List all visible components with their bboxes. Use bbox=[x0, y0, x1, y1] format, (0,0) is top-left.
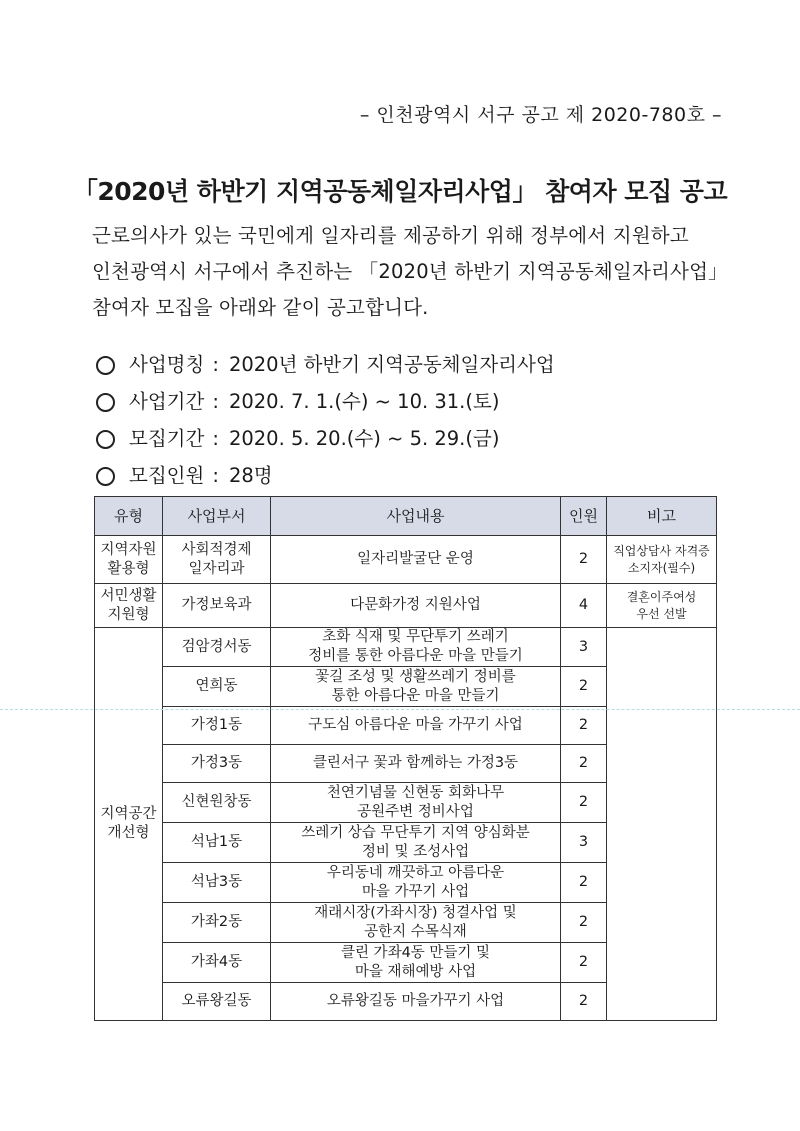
summary-item: 사업기간 : 2020. 7. 1.(수) ~ 10. 31.(토) bbox=[96, 383, 555, 420]
cell-count: 2 bbox=[561, 943, 607, 983]
summary-value: 2020. 7. 1.(수) ~ 10. 31.(토) bbox=[228, 390, 500, 413]
summary-label: 사업기간 bbox=[129, 390, 205, 413]
intro-line: 근로의사가 있는 국민에게 일자리를 제공하기 위해 정부에서 지원하고 bbox=[92, 224, 689, 247]
cell-dept: 오류왕길동 bbox=[163, 983, 271, 1021]
summary-value: 2020. 5. 20.(수) ~ 5. 29.(금) bbox=[228, 427, 500, 450]
cell-type: 서민생활 지원형 bbox=[95, 584, 163, 628]
cell-dept: 석남1동 bbox=[163, 823, 271, 863]
cell-count: 2 bbox=[561, 863, 607, 903]
cell-count: 2 bbox=[561, 707, 607, 745]
cell-note: 결혼이주여성 우선 선발 bbox=[607, 584, 717, 628]
cell-content: 클린 가좌4동 만들기 및 마을 재해예방 사업 bbox=[271, 943, 561, 983]
cell-count: 2 bbox=[561, 745, 607, 783]
cell-content: 재래시장(가좌시장) 청결사업 및 공한지 수목식재 bbox=[271, 903, 561, 943]
cell-type: 지역공간 개선형 bbox=[95, 628, 163, 1021]
cell-count: 4 bbox=[561, 584, 607, 628]
page-title: 「2020년 하반기 지역공동체일자리사업」 참여자 모집 공고 bbox=[72, 177, 728, 206]
intro-paragraph bbox=[92, 218, 728, 326]
cell-count: 2 bbox=[561, 903, 607, 943]
summary-item: 모집인원 : 28명 bbox=[96, 457, 555, 494]
cell-content: 일자리발굴단 운영 bbox=[271, 536, 561, 584]
cell-count: 3 bbox=[561, 823, 607, 863]
cell-dept: 신현원창동 bbox=[163, 783, 271, 823]
cell-count: 3 bbox=[561, 628, 607, 667]
header-type: 유형 bbox=[95, 497, 163, 536]
circle-bullet-icon bbox=[96, 356, 115, 375]
intro-line: 인천광역시 서구에서 추진하는 「2020년 하반기 지역공동체일자리사업」 bbox=[92, 260, 728, 283]
cell-content: 꽃길 조성 및 생활쓰레기 정비를 통한 아름다운 마을 만들기 bbox=[271, 667, 561, 707]
cell-content: 쓰레기 상습 무단투기 지역 양심화분 정비 및 조성사업 bbox=[271, 823, 561, 863]
cell-content: 우리동네 깨끗하고 아름다운 마을 가꾸기 사업 bbox=[271, 863, 561, 903]
circle-bullet-icon bbox=[96, 467, 115, 486]
summary-label: 모집인원 bbox=[129, 464, 205, 487]
table-row bbox=[95, 628, 717, 667]
cell-content: 초화 식재 및 무단투기 쓰레기 정비를 통한 아름다운 마을 만들기 bbox=[271, 628, 561, 667]
table-row bbox=[95, 584, 717, 628]
circle-bullet-icon bbox=[96, 393, 115, 412]
table-row bbox=[95, 536, 717, 584]
cell-note bbox=[607, 628, 717, 1021]
summary-value: 28명 bbox=[228, 464, 273, 487]
summary-list bbox=[96, 346, 555, 494]
summary-item: 사업명칭 : 2020년 하반기 지역공동체일자리사업 bbox=[96, 346, 555, 383]
cell-dept: 석남3동 bbox=[163, 863, 271, 903]
cell-content: 클린서구 꽃과 함께하는 가정3동 bbox=[271, 745, 561, 783]
cell-dept: 가정1동 bbox=[163, 707, 271, 745]
cell-count: 2 bbox=[561, 536, 607, 584]
header-count: 인원 bbox=[561, 497, 607, 536]
table-header-row bbox=[95, 497, 717, 536]
summary-label: 사업명칭 bbox=[129, 353, 205, 376]
cell-dept: 가정보육과 bbox=[163, 584, 271, 628]
header-note: 비고 bbox=[607, 497, 717, 536]
cell-content: 오류왕길동 마을가꾸기 사업 bbox=[271, 983, 561, 1021]
summary-label: 모집기간 bbox=[129, 427, 205, 450]
notice-number: – 인천광역시 서구 공고 제 2020-780호 – bbox=[359, 104, 722, 126]
cell-dept: 검암경서동 bbox=[163, 628, 271, 667]
cell-count: 2 bbox=[561, 667, 607, 707]
cell-count: 2 bbox=[561, 983, 607, 1021]
intro-line: 참여자 모집을 아래와 같이 공고합니다. bbox=[92, 296, 429, 319]
cell-count: 2 bbox=[561, 783, 607, 823]
header-dept: 사업부서 bbox=[163, 497, 271, 536]
cell-type: 지역자원 활용형 bbox=[95, 536, 163, 584]
recruitment-table bbox=[94, 496, 717, 1021]
cell-content: 천연기념물 신현동 회화나무 공원주변 정비사업 bbox=[271, 783, 561, 823]
cell-dept: 가정3동 bbox=[163, 745, 271, 783]
scan-artifact-line bbox=[0, 709, 800, 710]
cell-dept: 가좌2동 bbox=[163, 903, 271, 943]
cell-dept: 사회적경제 일자리과 bbox=[163, 536, 271, 584]
circle-bullet-icon bbox=[96, 430, 115, 449]
summary-value: 2020년 하반기 지역공동체일자리사업 bbox=[228, 353, 555, 376]
cell-dept: 가좌4동 bbox=[163, 943, 271, 983]
header-content: 사업내용 bbox=[271, 497, 561, 536]
cell-note: 직업상담사 자격증 소지자(필수) bbox=[607, 536, 717, 584]
cell-content: 다문화가정 지원사업 bbox=[271, 584, 561, 628]
cell-content: 구도심 아름다운 마을 가꾸기 사업 bbox=[271, 707, 561, 745]
cell-dept: 연희동 bbox=[163, 667, 271, 707]
summary-item: 모집기간 : 2020. 5. 20.(수) ~ 5. 29.(금) bbox=[96, 420, 555, 457]
